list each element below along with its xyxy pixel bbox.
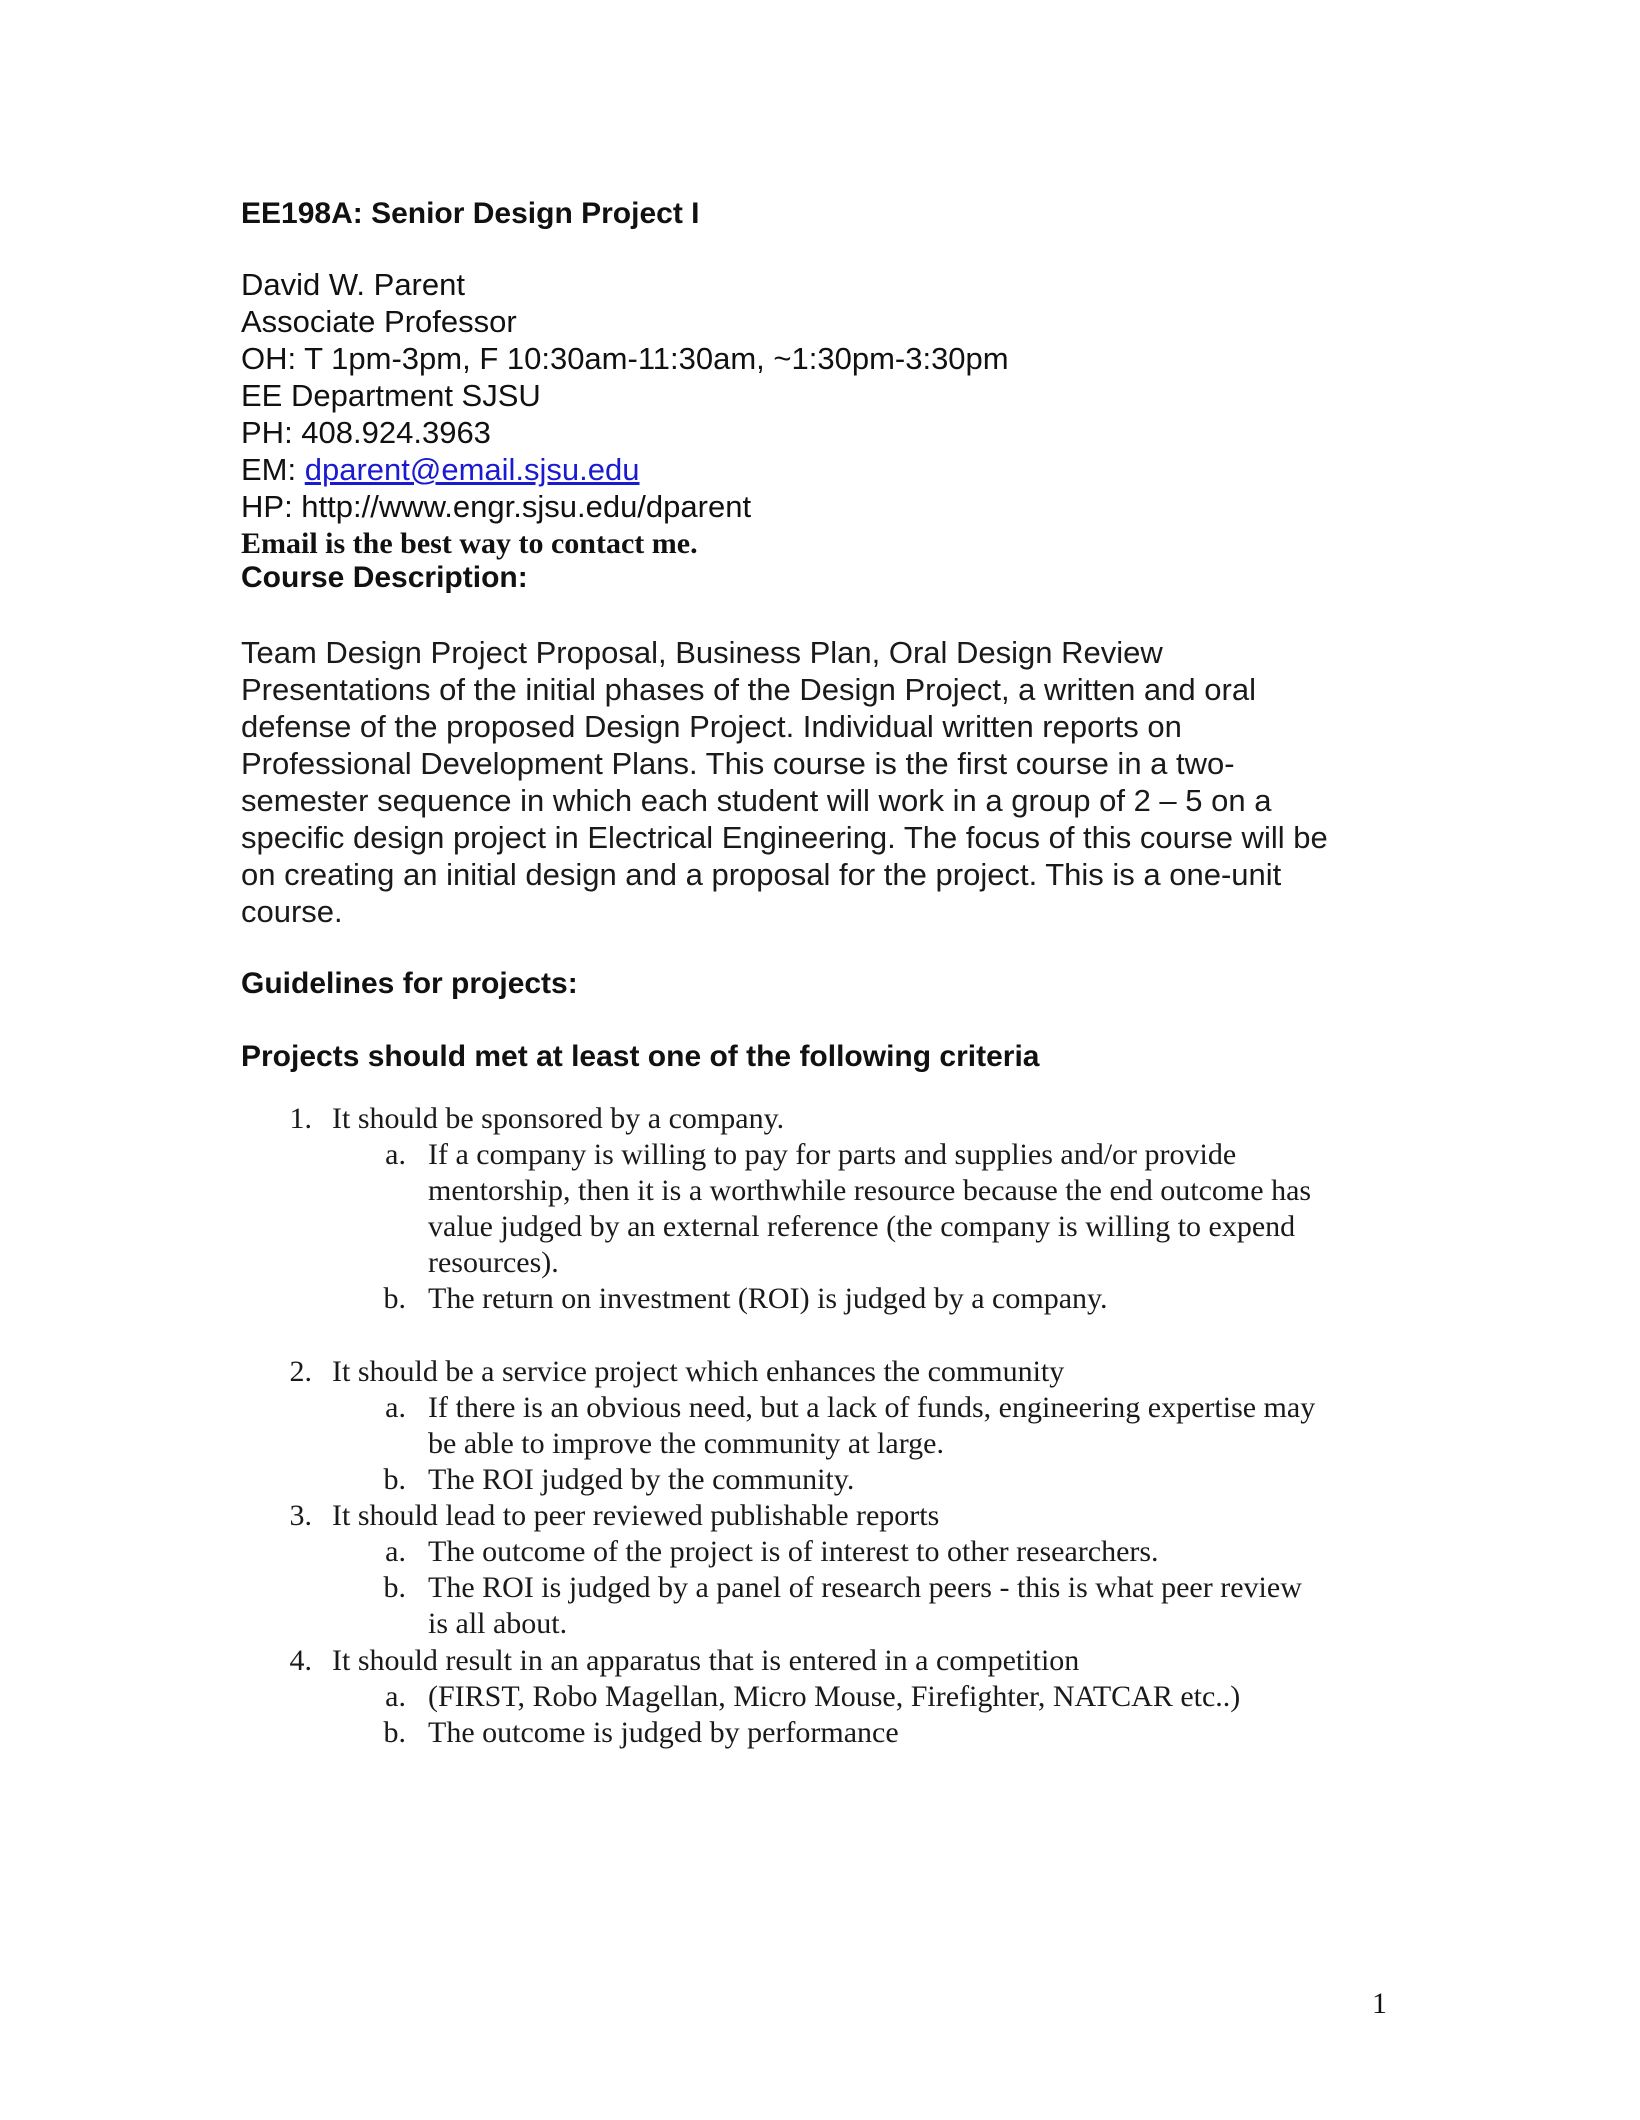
sub-item-letter: b.: [383, 1571, 406, 1604]
item-text: It should result in an apparatus that is entered in a competition: [332, 1644, 1080, 1677]
sub-item-letter: a.: [385, 1138, 406, 1171]
course-description-heading: Course Description:: [241, 561, 528, 594]
course-description-body: [241, 634, 1391, 930]
description-line: specific design project in Electrical Engineering. The focus of this course will be: [241, 820, 1328, 855]
sub-item-letter: b.: [383, 1463, 406, 1496]
sub-item-letter: a.: [385, 1391, 406, 1424]
document-page: EE198A: Senior Design Project I David W. Parent Associate Professor OH: T 1pm-3pm, F 10:30am-11:30am, ~1:30pm-3:30pm EE Department SJSU PH: 408.924.3963 EM: dparent@email.sjsu.edu HP: http://www.engr.sjsu.edu/dparent Email is the best way to contact me. Course Description: Team Design Project Proposal, Business Plan, Oral Design Review Presentations of the initial phases of the Design Project, a written and oral defense of the proposed Design Project. Individual written reports on Professional Development Plans. This course is the first course in a two- semester sequence in which each student will work in a group of 2 – 5 on a specific design project in Electrical Engineering. The focus of this course will be on creating an initial design and a proposal for the project. This is a one-unit course. Guidelines for projects: Projects should met at least one of the following criteria 1. It should be sponsored by a company. a. If a company is willing to pay for parts and supplies and/or provide mentorship, then it is a worthwhile resource because the end outcome has value judged by an external reference (the company is willing to expend resources). b. The return on investment (ROI) is judged by a company. 2. It should be a service project which enhances the community a. If there is an obvious need, but a lack of funds, engineering expertise may be able to improve the community at large. b. The ROI judged by the community. 3. It should lead to peer reviewed publishable reports a. The outcome of the project is of interest to other researchers. b. The ROI is judged by a panel of research peers - this is what peer review is all about. 4. It should result in an apparatus that is entered in a competition a. (FIRST, Robo Magellan, Micro Mouse, Firefighter, NATCAR etc..) b. The outcome is judged by performance 1: [0, 0, 1640, 2120]
department: EE Department SJSU: [241, 378, 541, 413]
homepage: HP: http://www.engr.sjsu.edu/dparent: [241, 489, 752, 524]
item-number: 1.: [289, 1102, 312, 1135]
sub-item-letter: a.: [385, 1535, 406, 1568]
office-hours: OH: T 1pm-3pm, F 10:30am-11:30am, ~1:30pm-3:30pm: [241, 341, 1009, 376]
description-line: Team Design Project Proposal, Business Plan, Oral Design Review: [241, 635, 1163, 670]
criteria-heading: Projects should met at least one of the following criteria: [241, 1040, 1040, 1073]
sub-item-letter: a.: [385, 1680, 406, 1713]
item-text: It should be a service project which enhances the community: [332, 1355, 1065, 1388]
phone: PH: 408.924.3963: [241, 415, 491, 450]
sub-item-text: The outcome is judged by performance: [428, 1716, 899, 1749]
description-line: Professional Development Plans. This course is the first course in a two-: [241, 746, 1235, 781]
description-line: Presentations of the initial phases of the Design Project, a written and oral: [241, 672, 1256, 707]
instructor-name: David W. Parent: [241, 267, 465, 302]
sub-item-letter: b.: [383, 1282, 406, 1315]
email-prefix: EM:: [241, 452, 305, 487]
sub-item-text: If there is an obvious need, but a lack of funds, engineering expertise may: [428, 1391, 1316, 1424]
instructor-position: Associate Professor: [241, 304, 517, 339]
sub-item-text: The return on investment (ROI) is judged by a company.: [428, 1282, 1108, 1315]
sub-item-text: The ROI judged by the community.: [428, 1463, 855, 1496]
description-line: course.: [241, 894, 343, 929]
sub-item-text: If a company is willing to pay for parts and supplies and/or provide: [428, 1138, 1237, 1171]
sub-item-text: The outcome of the project is of interest to other researchers.: [428, 1535, 1159, 1568]
sub-item-letter: b.: [383, 1716, 406, 1749]
description-line: on creating an initial design and a proposal for the project. This is a one-unit: [241, 857, 1282, 892]
item-text: It should lead to peer reviewed publishable reports: [332, 1499, 940, 1532]
description-line: semester sequence in which each student will work in a group of 2 – 5 on a: [241, 783, 1272, 818]
email-note: Email is the best way to contact me.: [241, 527, 698, 560]
page-number: 1: [1372, 1987, 1387, 2020]
contact-block: [241, 266, 1009, 563]
description-line: defense of the proposed Design Project. Individual written reports on: [241, 709, 1182, 744]
sub-item-text: (FIRST, Robo Magellan, Micro Mouse, Firefighter, NATCAR etc..): [428, 1680, 1241, 1713]
item-number: 4.: [289, 1644, 312, 1677]
sub-item-text: The ROI is judged by a panel of research peers - this is what peer review: [428, 1571, 1302, 1604]
item-number: 3.: [289, 1499, 312, 1532]
guidelines-heading: Guidelines for projects:: [241, 967, 578, 1000]
item-number: 2.: [289, 1355, 312, 1388]
email-line: [241, 451, 1009, 488]
page-title: EE198A: Senior Design Project I: [241, 197, 700, 230]
email-link[interactable]: dparent@email.sjsu.edu: [304, 452, 640, 487]
item-text: It should be sponsored by a company.: [332, 1102, 785, 1135]
